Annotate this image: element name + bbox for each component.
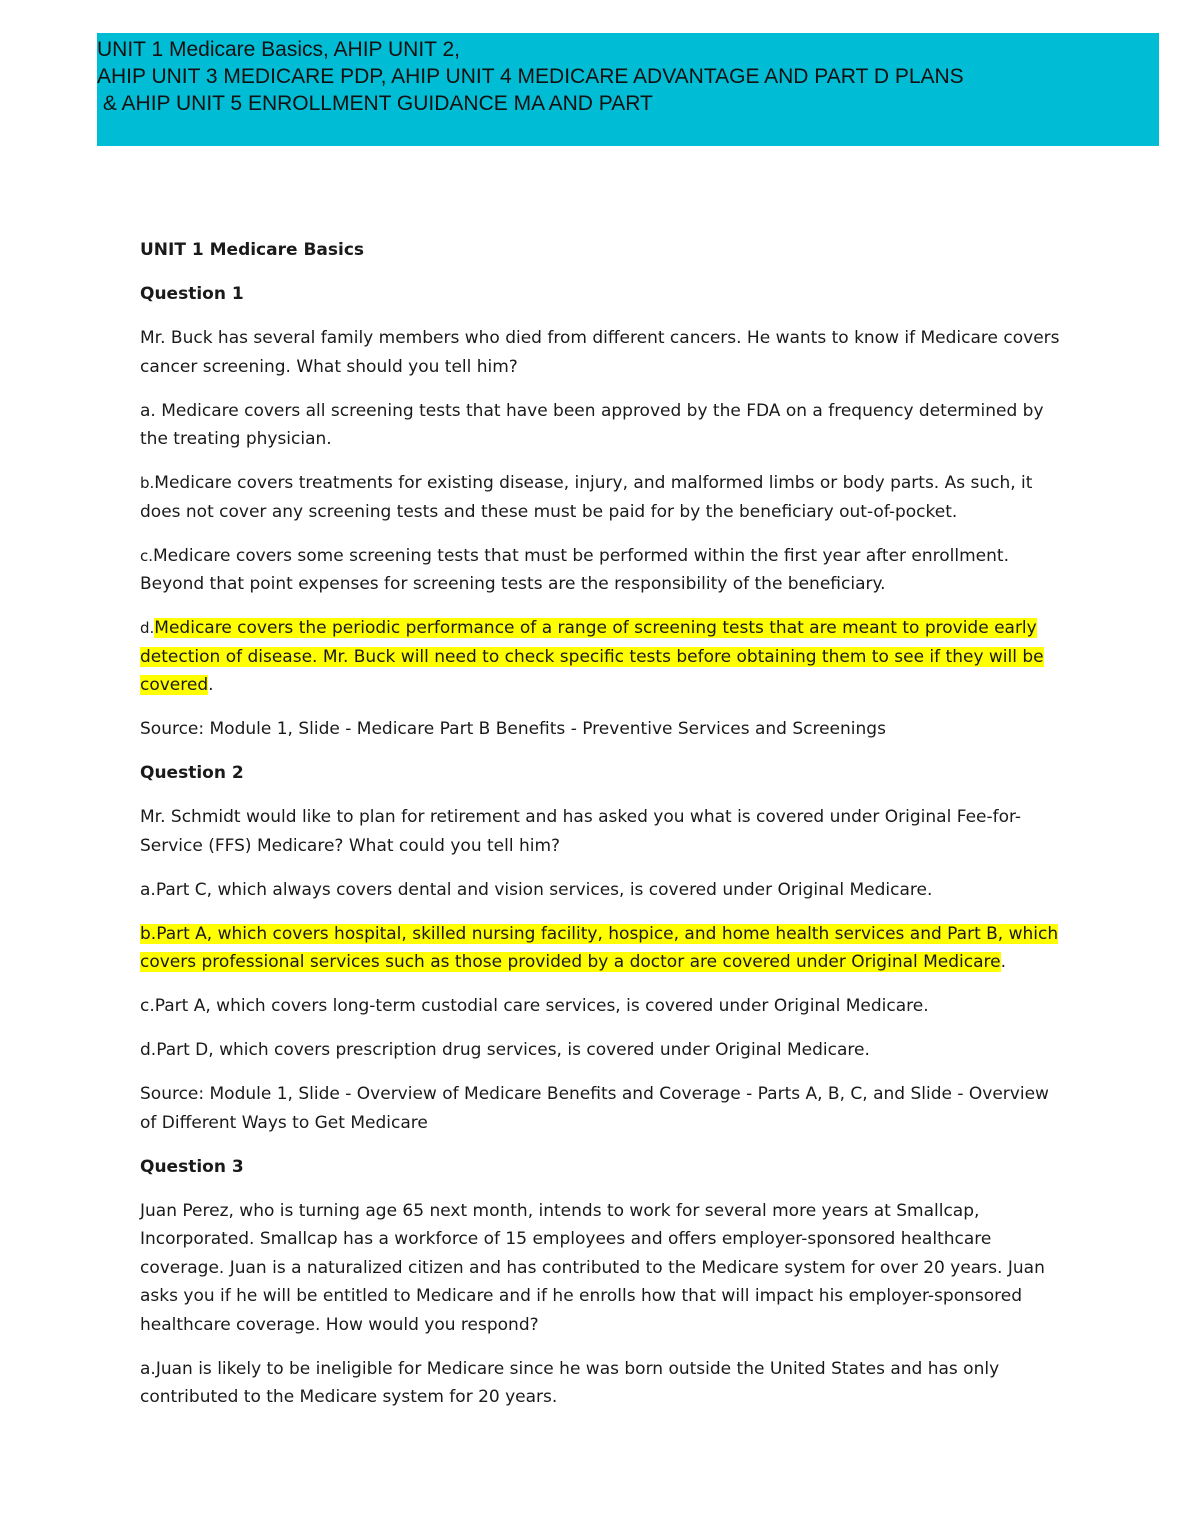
option-letter: a. [140,879,156,900]
highlighted-answer-text: Part A, which covers hospital, skilled nursing facility, hospice, and home health services and Part B, which covers professional services such as those provided by a doctor are covered under Original Medicare [140,923,1059,972]
document-body [140,236,1060,1427]
title-banner [97,33,1159,146]
section-title: UNIT 1 Medicare Basics [140,240,365,260]
source-citation: Source: Module 1, Slide - Medicare Part B Benefits - Preventive Services and Screenings [140,719,886,739]
answer-option [140,876,1060,905]
option-letter: d. [140,1040,157,1060]
option-text: Juan is likely to be ineligible for Medicare since he was born outside the United States and has only contributed to the Medicare system for 20 years. [140,1358,1000,1407]
highlighted-option-letter: b. [140,923,157,944]
answer-option [140,542,1060,599]
question-prompt: Juan Perez, who is turning age 65 next month, intends to work for several more years at Smallcap, Incorporated. Smallcap has a workforce of 15 employees and offers employer-sponsored healthcare coverage. Juan is a naturalized citizen and has contributed to the Medicare system for over 20 years. Juan asks you if he will be entitled to Medicare and if he enrolls how that will impact his employer-sponsored healthcare coverage. How would you respond? [140,1200,1045,1335]
question-heading: Question 3 [140,1156,244,1177]
answer-option [140,397,1060,454]
option-letter: d. [140,619,155,637]
option-text: Part C, which always covers dental and vision services, is covered under Original Medicare. [155,879,933,900]
answer-option [140,1036,1060,1065]
option-text: Medicare covers some screening tests that must be performed within the first year after enrollment. Beyond that point expenses for screening tests are the responsibility of the beneficiary. [140,545,1009,594]
banner-line-2: AHIP UNIT 3 MEDICARE PDP, AHIP UNIT 4 MEDICARE ADVANTAGE AND PART D PLANS [97,65,964,88]
question-prompt: Mr. Buck has several family members who died from different cancers. He wants to know if Medicare covers cancer screening. What should you tell him? [140,328,1060,377]
answer-option-correct [140,614,1060,700]
banner-line-1: UNIT 1 Medicare Basics, AHIP UNIT 2, [97,38,460,61]
answer-option [140,1355,1060,1412]
option-letter: c. [140,546,154,565]
banner-line-3: & AHIP UNIT 5 ENROLLMENT GUIDANCE MA AND PART [97,92,653,115]
option-letter: a. [140,400,156,421]
question-heading: Question 1 [140,284,244,304]
highlighted-answer-text: Medicare covers the periodic performance of a range of screening tests that are meant to provide early detection of disease. Mr. Buck will need to check specific tests before obtaining them to see if they will be covered [140,618,1044,695]
option-text: Part A, which covers long-term custodial care services, is covered under Original Medicare. [154,996,929,1016]
option-text: Medicare covers treatments for existing disease, injury, and malformed limbs or body parts. As such, it does not cover any screening tests and these must be paid for by the beneficiary out-of-pocket. [140,473,1033,522]
question-prompt: Mr. Schmidt would like to plan for retirement and has asked you what is covered under Original Fee-for-Service (FFS) Medicare? What could you tell him? [140,807,1022,856]
option-letter: c. [140,996,155,1016]
option-letter: b. [140,474,155,492]
answer-option [140,469,1060,526]
source-citation: Source: Module 1, Slide - Overview of Medicare Benefits and Coverage - Parts A, B, C, and Slide - Overview of Different Ways to Get Medicare [140,1084,1049,1133]
option-suffix: . [1000,952,1007,972]
question-heading: Question 2 [140,763,244,783]
answer-option [140,992,1060,1021]
answer-option-correct [140,920,1060,977]
option-text: Medicare covers all screening tests that have been approved by the FDA on a frequency determined by the treating physician. [140,400,1044,449]
option-letter: a. [140,1358,156,1379]
option-text: Part D, which covers prescription drug services, is covered under Original Medicare. [156,1040,870,1060]
option-suffix: . [208,675,214,695]
